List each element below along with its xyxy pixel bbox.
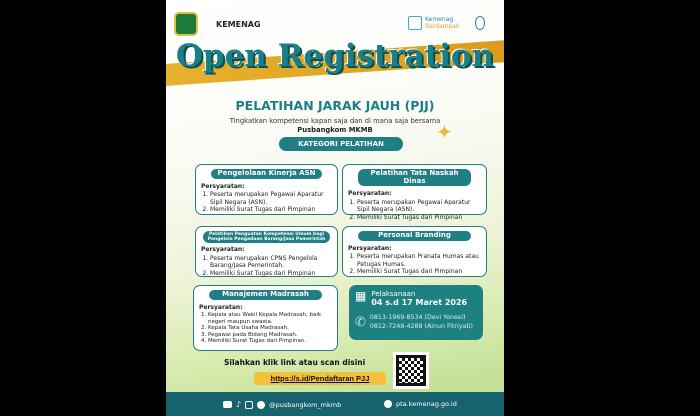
req-item: 2. Kepala Tata Usaha Madrasah. <box>208 325 332 332</box>
org-name: KEMENAG <box>216 20 261 29</box>
brand-text <box>425 16 459 30</box>
youtube-icon[interactable] <box>223 401 232 408</box>
program-title: PELATIHAN JARAK JAUH (PJJ) <box>235 98 435 113</box>
req-item: 1. Peserta merupakan Pegawai Aparatur Sipil Negara (ASN). <box>210 191 332 206</box>
req-label: Persyaratan: <box>348 244 392 252</box>
card-title: Manajemen Madrasah <box>209 290 322 300</box>
brand-line1: Kemenag <box>425 16 454 23</box>
req-label: Persyaratan: <box>199 303 243 311</box>
req-item: 1. Kepala atau Wakil Kepala Madrasah, baik negeri maupun swasta. <box>208 312 332 325</box>
card-kinerja-asn <box>195 164 338 215</box>
category-label: KATEGORI PELATIHAN <box>298 140 384 148</box>
qr-code[interactable] <box>393 352 429 389</box>
req-item: 1. Peserta merupakan CPNS Pengelola Barang/Jasa Pemerintah. <box>210 255 332 270</box>
req-item: 2. Memiliki Surat Tugas dari Pimpinan <box>357 214 481 222</box>
kemenag-logo-icon <box>174 12 198 36</box>
social-handle[interactable]: @pusbangkom_mkmb <box>269 400 342 409</box>
card-title: Pengelolaan Kinerja ASN <box>211 169 322 179</box>
tiktok-icon[interactable]: ♪ <box>236 400 242 409</box>
req-item: 2. Memiliki Surat Tugas dari Pimpinan <box>210 206 332 214</box>
category-pill <box>279 137 403 151</box>
phone-icon: ✆ <box>355 314 366 330</box>
facebook-icon[interactable] <box>257 401 265 409</box>
brand-line2: Berdampak <box>425 23 460 30</box>
card-personal-branding <box>342 226 487 277</box>
req-label: Persyaratan: <box>201 246 245 253</box>
contact-phone: 0812-7248-4288 (Ainun Fitriyati) <box>369 323 473 330</box>
tagline: Tingkatkan kompetensi kapan saja dan di mana saja bersama <box>229 117 441 125</box>
calendar-icon: ▦ <box>355 289 367 303</box>
poster <box>166 0 504 416</box>
registration-link[interactable]: https://s.id/Pendaftaran PJJ <box>254 372 386 385</box>
schedule-label: Pelaksanaan <box>371 290 416 298</box>
card-tata-naskah <box>342 164 487 221</box>
req-label: Persyaratan: <box>348 190 392 197</box>
card-pengadaan <box>195 226 338 277</box>
req-item: 1. Peserta merupakan Pegawai Aparatur Sipil Negara (ASN). <box>357 199 481 214</box>
schedule-box <box>349 285 483 340</box>
card-title: Pelatihan Tata Naskah Dinas <box>358 169 471 186</box>
req-item: 2. Memiliki Surat Tugas dari Pimpinan <box>357 268 481 276</box>
card-madrasah <box>193 285 338 351</box>
website-link[interactable]: pta.kemenag.go.id <box>396 400 457 408</box>
page-title: Open Registration <box>175 38 495 74</box>
cta-text: Silahkan klik link atau scan disini <box>224 358 366 367</box>
card-title: Pelatihan Penguatan Kompetensi Umum bagi Pengelola Pengadaan Barang/Jasa Pemerintah <box>203 231 330 243</box>
tagline-org: Pusbangkom MKMB <box>297 126 373 134</box>
req-item: 3. Pegawai pada Bidang Madrasah. <box>208 332 332 339</box>
schedule-date: 04 s.d 17 Maret 2026 <box>371 298 468 307</box>
req-item: 1. Peserta merupakan Pranata Humas atau Petugas Humas. <box>357 253 481 268</box>
globe-icon <box>384 400 392 408</box>
drop-logo-icon <box>475 16 485 30</box>
instagram-icon[interactable] <box>245 401 253 409</box>
sparkle-icon: ✦ <box>436 120 453 144</box>
contact-phone: 0813-1969-8534 (Devi Yonesi) <box>369 314 466 321</box>
card-title: Personal Branding <box>358 231 471 241</box>
req-item: 2. Memiliki Surat Tugas dari Pimpinan <box>210 270 332 278</box>
berdampak-logo-icon <box>408 16 422 30</box>
footer <box>166 392 504 416</box>
req-label: Persyaratan: <box>201 182 245 190</box>
req-item: 4. Memiliki Surat Tugas dari Pimpinan. <box>208 338 332 345</box>
